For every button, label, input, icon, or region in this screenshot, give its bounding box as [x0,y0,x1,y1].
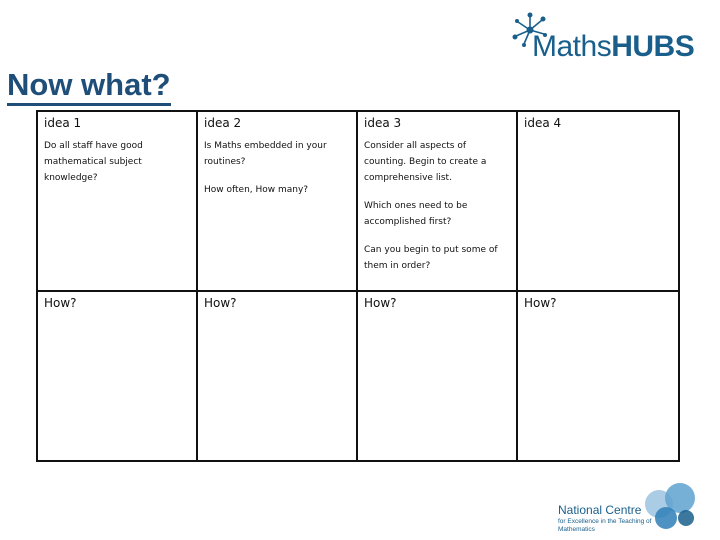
idea-note: Do all staff have good mathematical subject knowledge? [44,141,143,183]
idea-note: Which ones need to be accomplished first? [364,201,468,227]
idea-cell-4 [517,111,679,291]
slide-title: Now what? [7,68,171,106]
how-row [37,291,679,461]
ncetm-name: National Centre [558,503,642,517]
ncetm-tagline: for Excellence in the Teaching of Mathematics [558,518,652,533]
ideas-table [36,110,680,462]
logo-hubs: HUBS [611,30,695,63]
idea-note: Consider all aspects of counting. Begin to create a comprehensive list. [364,141,487,183]
idea-note: Can you begin to put some of them in order? [364,245,498,271]
how-label: How? [364,296,397,310]
how-cell-4 [517,291,679,461]
how-cell-3 [357,291,517,461]
ncetm-logo [556,480,706,538]
idea-heading: idea 3 [364,116,402,130]
idea-heading: idea 1 [44,116,82,130]
idea-cell-2 [197,111,357,291]
how-label: How? [524,296,557,310]
idea-heading: idea 2 [204,116,242,130]
how-label: How? [204,296,237,310]
ideas-row [37,111,679,291]
idea-heading: idea 4 [524,116,562,130]
how-cell-2 [197,291,357,461]
idea-note: Is Maths embedded in your routines? [204,141,327,167]
how-label: How? [44,296,77,310]
idea-note: How often, How many? [204,185,309,195]
idea-cell-1 [37,111,197,291]
maths-hubs-wordmark [532,32,694,62]
logo-maths: Maths [532,30,612,63]
maths-hubs-logo [510,10,710,68]
idea-cell-3 [357,111,517,291]
how-cell-1 [37,291,197,461]
